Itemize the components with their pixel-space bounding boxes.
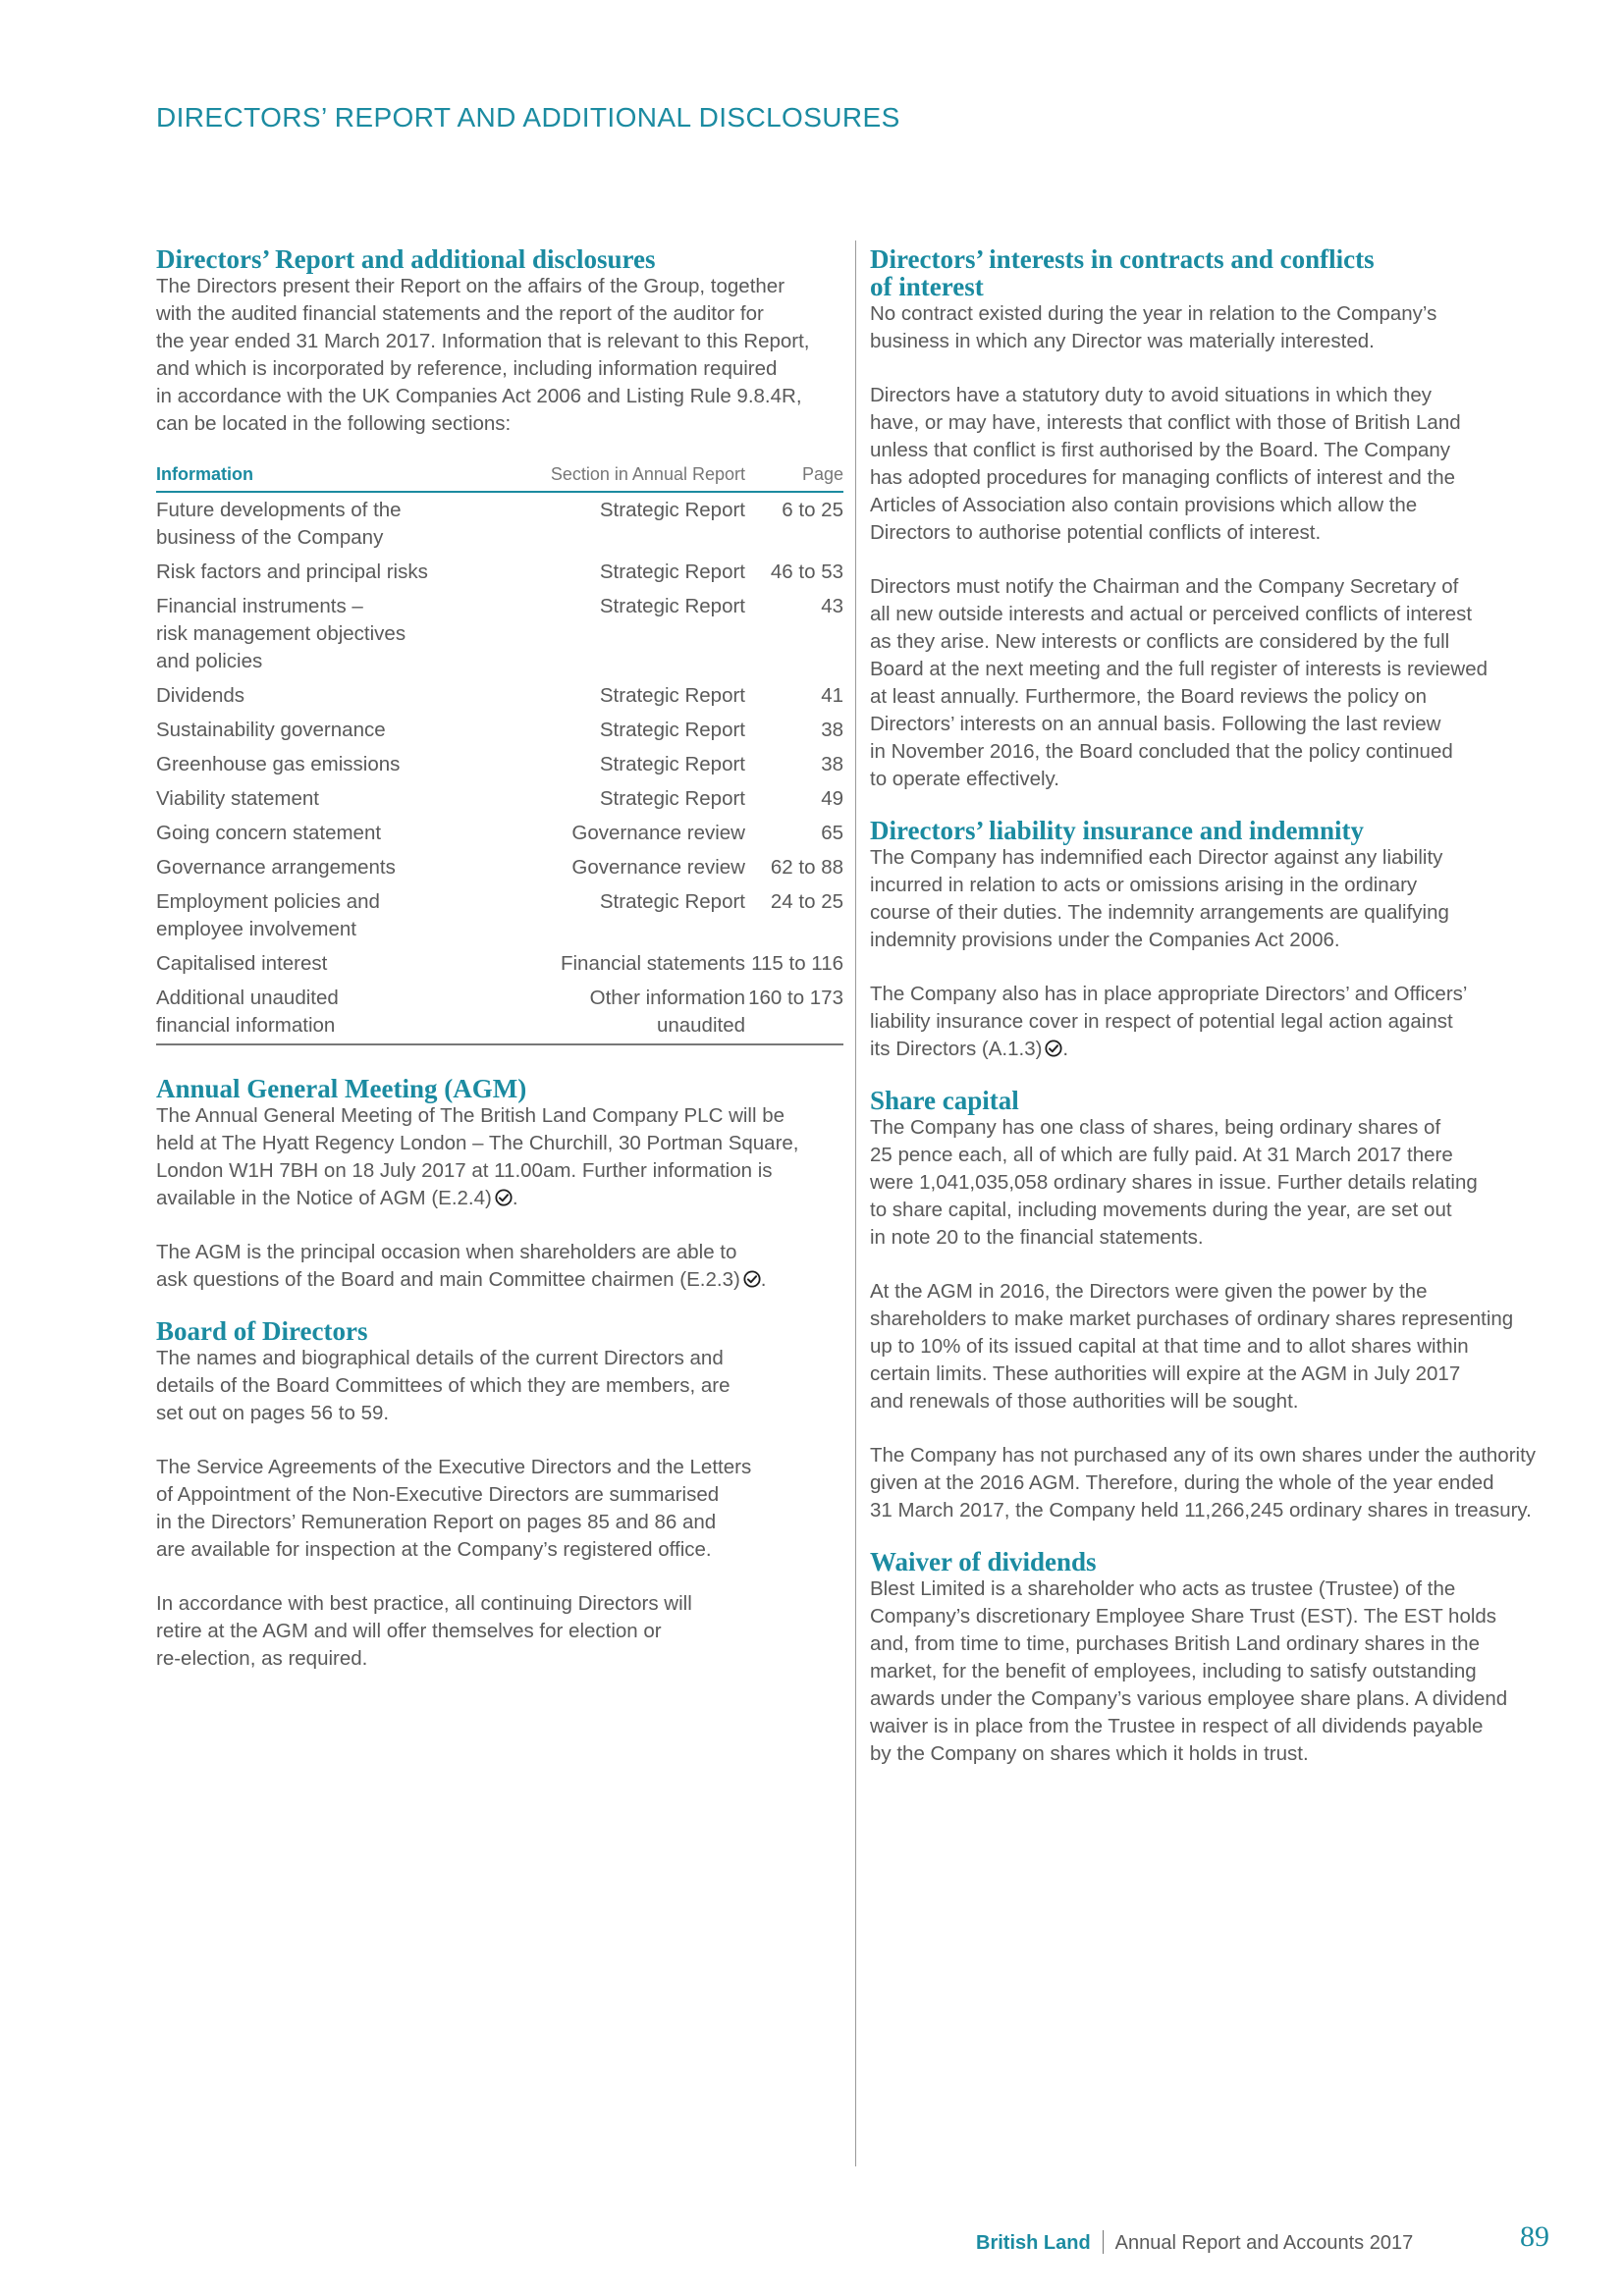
section-heading: Annual General Meeting (AGM) — [156, 1074, 527, 1103]
text-line: Governance review — [571, 822, 745, 844]
text-line: The AGM is the principal occasion when shareholders are able to — [156, 1241, 737, 1263]
agm-paragraph-2: The AGM is the principal occasion when shareholders are able to ask questions of the Board and main Committee chairmen (E.2.3) . — [156, 1241, 767, 1291]
text-line: in November 2016, the Board concluded that the policy continued — [870, 740, 1453, 763]
text-line: to share capital, including movements during the year, are set out — [870, 1199, 1452, 1221]
text-line: in the Directors’ Remuneration Report on pages 85 and 86 and — [156, 1511, 717, 1533]
text-line: shareholders to make market purchases of ordinary shares representing — [870, 1308, 1514, 1330]
text-line: set out on pages 56 to 59. — [156, 1402, 390, 1424]
text-line: liability insurance cover in respect of potential legal action against — [870, 1010, 1453, 1033]
section-board — [156, 1317, 843, 1673]
cell-information — [156, 850, 549, 884]
column-divider — [855, 240, 856, 2166]
cell-page: 24 to 25 — [770, 890, 843, 913]
text-line: Board at the next meeting and the full register of interests is reviewed — [870, 658, 1489, 680]
share-paragraph-2 — [870, 1278, 1557, 1415]
text-line: up to 10% of its issued capital at that time and to allot shares within — [870, 1335, 1469, 1358]
footer-brand: British Land — [976, 2232, 1091, 2254]
text-line: Directors to authorise potential conflicts of interest. — [870, 521, 1322, 544]
text-line: have, or may have, interests that conflict with those of British Land — [870, 411, 1461, 434]
text-line: course of their duties. The indemnity arrangements are qualifying — [870, 901, 1449, 924]
table-row — [156, 492, 843, 555]
text-line: and, from time to time, purchases British Land ordinary shares in the — [870, 1632, 1480, 1655]
cell-page: 46 to 53 — [770, 561, 843, 583]
cell-section — [549, 589, 745, 678]
text-line: Strategic Report — [599, 787, 745, 810]
page-number: 89 — [1520, 2220, 1549, 2253]
text-line: Other information — [589, 987, 745, 1009]
table-row — [156, 555, 843, 589]
text-line: Directors must notify the Chairman and the Company Secretary of — [870, 575, 1459, 598]
section-heading: Board of Directors — [156, 1316, 368, 1346]
section-heading — [870, 245, 1557, 300]
cell-information — [156, 678, 549, 713]
table-row — [156, 946, 843, 981]
table-row — [156, 713, 843, 747]
cell-section — [549, 981, 745, 1044]
text-line: Greenhouse gas emissions — [156, 753, 401, 775]
section-waiver — [870, 1548, 1557, 1768]
waiver-paragraph-1 — [870, 1575, 1557, 1768]
text-line: unless that conflict is first authorised by the Board. The Company — [870, 439, 1451, 461]
section-agm — [156, 1075, 843, 1294]
text-line: held at The Hyatt Regency London – The Churchill, 30 Portman Square, — [156, 1132, 799, 1154]
section-share-capital — [870, 1087, 1557, 1524]
table-row — [156, 816, 843, 850]
cell-page: 6 to 25 — [782, 499, 843, 521]
text-line: The Company has indemnified each Director against any liability — [870, 846, 1443, 869]
text-line: risk management objectives — [156, 622, 406, 645]
section-heading: Waiver of dividends — [870, 1547, 1097, 1576]
check-circle-icon — [743, 1270, 761, 1288]
text-line: ask questions of the Board and main Committee chairmen (E.2.3) — [156, 1268, 740, 1291]
cell-section — [549, 713, 745, 747]
text-line: has adopted procedures for managing conflicts of interest and the — [870, 466, 1456, 489]
cell-information — [156, 981, 549, 1044]
text-line: waiver is in place from the Trustee in respect of all dividends payable — [870, 1715, 1484, 1737]
cell-section — [549, 816, 745, 850]
text-line: Strategic Report — [599, 499, 745, 521]
text-line: available in the Notice of AGM (E.2.4) — [156, 1187, 492, 1209]
text-line: At the AGM in 2016, the Directors were given the power by the — [870, 1280, 1428, 1303]
cell-page: 160 to 173 — [745, 981, 843, 1044]
text-line: the year ended 31 March 2017. Information that is relevant to this Report, — [156, 330, 810, 352]
text-line: Strategic Report — [599, 595, 745, 617]
text-line: financial information — [156, 1014, 336, 1037]
text-line: 31 March 2017, the Company held 11,266,245 ordinary shares in treasury. — [870, 1499, 1532, 1522]
table-row — [156, 678, 843, 713]
column-header-page: Page — [745, 464, 843, 492]
liability-paragraph-1 — [870, 844, 1557, 954]
cell-section — [549, 747, 745, 781]
text-line: market, for the benefit of employees, including to satisfy outstanding — [870, 1660, 1477, 1682]
text-line: to operate effectively. — [870, 768, 1059, 790]
text-line: Directors have a statutory duty to avoid situations in which they — [870, 384, 1433, 406]
cell-page: 41 — [821, 684, 843, 707]
cell-section — [549, 555, 745, 589]
footer-separator — [1103, 2230, 1104, 2254]
text-line: Strategic Report — [599, 753, 745, 775]
share-paragraph-3 — [870, 1442, 1557, 1524]
table-row — [156, 589, 843, 678]
text-line: Strategic Report — [599, 890, 745, 913]
column-header-section: Section in Annual Report — [549, 464, 745, 492]
cell-information — [156, 555, 549, 589]
check-circle-icon — [495, 1189, 513, 1206]
cell-information — [156, 713, 549, 747]
text-line: The Service Agreements of the Executive Directors and the Letters — [156, 1456, 752, 1478]
text-line: and policies — [156, 650, 263, 672]
text-line: The Company also has in place appropriate Directors’ and Officers’ — [870, 983, 1468, 1005]
table-row — [156, 884, 843, 946]
text-line: 25 pence each, all of which are fully paid. At 31 March 2017 there — [870, 1144, 1453, 1166]
text-line: business of the Company — [156, 526, 384, 549]
text-line: The Annual General Meeting of The British Land Company PLC will be — [156, 1104, 785, 1127]
text-line: Financial instruments – — [156, 595, 363, 617]
text-line: The names and biographical details of the current Directors and — [156, 1347, 724, 1369]
section-heading: Share capital — [870, 1086, 1019, 1115]
text-line: and renewals of those authorities will be sought. — [870, 1390, 1299, 1413]
text-line: Employment policies and — [156, 890, 380, 913]
text-line: in note 20 to the financial statements. — [870, 1226, 1204, 1249]
text-line: Future developments of the — [156, 499, 402, 521]
text-line: The Directors present their Report on the affairs of the Group, together — [156, 275, 785, 297]
table-header-row — [156, 464, 843, 492]
text-line: all new outside interests and actual or perceived conflicts of interest — [870, 603, 1473, 625]
interests-paragraph-3 — [870, 573, 1557, 793]
board-paragraph-1 — [156, 1345, 843, 1427]
text-line: as they arise. New interests or conflicts are considered by the full — [870, 630, 1450, 653]
text-line: Governance arrangements — [156, 856, 396, 879]
cell-page: 43 — [821, 595, 843, 617]
column-header-information: Information — [156, 464, 549, 492]
cell-information — [156, 816, 549, 850]
text-line: and which is incorporated by reference, including information required — [156, 357, 778, 380]
liability-paragraph-2: The Company also has in place appropriate Directors’ and Officers’ liability insurance cover in respect of potential legal action against its Directors (A.1.3) . — [870, 983, 1468, 1060]
text-line: Going concern statement — [156, 822, 382, 844]
interests-paragraph-1 — [870, 300, 1557, 355]
cell-section — [549, 492, 745, 555]
cell-page: 62 to 88 — [770, 856, 843, 879]
text-line: In accordance with best practice, all continuing Directors will — [156, 1592, 692, 1615]
table-row — [156, 781, 843, 816]
cell-information — [156, 946, 549, 981]
footer — [976, 2230, 1413, 2255]
text-line: certain limits. These authorities will expire at the AGM in July 2017 — [870, 1362, 1461, 1385]
text-line: Risk factors and principal risks — [156, 561, 428, 583]
text-line: Strategic Report — [599, 684, 745, 707]
text-line: Articles of Association also contain provisions which allow the — [870, 494, 1418, 516]
page-header: DIRECTORS’ REPORT AND ADDITIONAL DISCLOSURES — [156, 102, 900, 133]
text-line: retire at the AGM and will offer themselves for election or — [156, 1620, 662, 1642]
cell-page: 38 — [821, 753, 843, 775]
text-line: Sustainability governance — [156, 719, 386, 741]
cell-information — [156, 589, 549, 678]
text-line: The Company has not purchased any of its own shares under the authority — [870, 1444, 1537, 1467]
text-line: of interest — [870, 272, 984, 301]
text-line: Capitalised interest — [156, 952, 328, 975]
text-line: Strategic Report — [599, 719, 745, 741]
text-line: Viability statement — [156, 787, 319, 810]
text-line: awards under the Company’s various employee share plans. A dividend — [870, 1687, 1508, 1710]
cell-section — [549, 678, 745, 713]
text-line: Financial statements — [560, 952, 745, 975]
cell-section — [549, 781, 745, 816]
cell-section — [549, 850, 745, 884]
text-line: Directors’ interests on an annual basis. Following the last review — [870, 713, 1441, 735]
text-line: were 1,041,035,058 ordinary shares in issue. Further details relating — [870, 1171, 1478, 1194]
check-circle-icon — [1045, 1040, 1062, 1057]
text-line: details of the Board Committees of which they are members, are — [156, 1374, 731, 1397]
text-line: given at the 2016 AGM. Therefore, during the whole of the year ended — [870, 1471, 1494, 1494]
text-line: by the Company on shares which it holds in trust. — [870, 1742, 1309, 1765]
text-line: Dividends — [156, 684, 245, 707]
text-line: its Directors (A.1.3) — [870, 1038, 1043, 1060]
section-heading: Directors’ Report and additional disclosures — [156, 244, 656, 274]
table-row — [156, 981, 843, 1044]
text-line: unaudited — [656, 1014, 745, 1037]
text-line: at least annually. Furthermore, the Board reviews the policy on — [870, 685, 1428, 708]
information-table — [156, 464, 843, 1045]
text-line: of Appointment of the Non-Executive Directors are summarised — [156, 1483, 720, 1506]
text-line: indemnity provisions under the Companies Act 2006. — [870, 929, 1340, 951]
board-paragraph-2 — [156, 1454, 843, 1564]
text-line: incurred in relation to acts or omissions arising in the ordinary — [870, 874, 1418, 896]
text-line: The Company has one class of shares, being ordinary shares of — [870, 1116, 1441, 1139]
text-line: with the audited financial statements and the report of the auditor for — [156, 302, 764, 325]
text-line: Strategic Report — [599, 561, 745, 583]
section-liability — [870, 817, 1557, 1063]
text-line: in accordance with the UK Companies Act 2006 and Listing Rule 9.8.4R, — [156, 385, 802, 407]
intro-paragraph — [156, 273, 843, 438]
cell-page: 115 to 116 — [751, 952, 843, 975]
section-interests — [870, 245, 1557, 793]
section-heading: Directors’ liability insurance and indemnity — [870, 816, 1365, 845]
board-paragraph-3 — [156, 1590, 843, 1673]
text-line: employee involvement — [156, 918, 356, 940]
text-line: Directors’ interests in contracts and conflicts — [870, 244, 1375, 274]
text-line: No contract existed during the year in relation to the Company’s — [870, 302, 1437, 325]
cell-section — [549, 946, 745, 981]
cell-information — [156, 492, 549, 555]
share-paragraph-1 — [870, 1114, 1557, 1252]
cell-information — [156, 747, 549, 781]
cell-page: 49 — [821, 787, 843, 810]
section-directors-report — [156, 245, 843, 438]
right-column — [870, 245, 1557, 1791]
table-row — [156, 850, 843, 884]
agm-paragraph-1: The Annual General Meeting of The British Land Company PLC will be held at The Hyatt Regency London – The Churchill, 30 Portman Square, London W1H 7BH on 18 July 2017 at 11.00am. Further information is available in the Notice of AGM (E.2.4) . — [156, 1104, 799, 1209]
text-line: Governance review — [571, 856, 745, 879]
text-line: business in which any Director was materially interested. — [870, 330, 1375, 352]
text-line: Blest Limited is a shareholder who acts as trustee (Trustee) of the — [870, 1577, 1456, 1600]
interests-paragraph-2 — [870, 382, 1557, 547]
left-column — [156, 245, 843, 1696]
text-line: Company’s discretionary Employee Share Trust (EST). The EST holds — [870, 1605, 1497, 1628]
text-line: London W1H 7BH on 18 July 2017 at 11.00am. Further information is — [156, 1159, 773, 1182]
cell-section — [549, 884, 745, 946]
text-line: Additional unaudited — [156, 987, 339, 1009]
cell-page: 65 — [821, 822, 843, 844]
table-row — [156, 747, 843, 781]
cell-information — [156, 781, 549, 816]
footer-document-title: Annual Report and Accounts 2017 — [1114, 2232, 1414, 2254]
text-line: are available for inspection at the Company’s registered office. — [156, 1538, 712, 1561]
text-line: can be located in the following sections: — [156, 412, 512, 435]
cell-page: 38 — [821, 719, 843, 741]
text-line: re-election, as required. — [156, 1647, 368, 1670]
cell-information — [156, 884, 549, 946]
